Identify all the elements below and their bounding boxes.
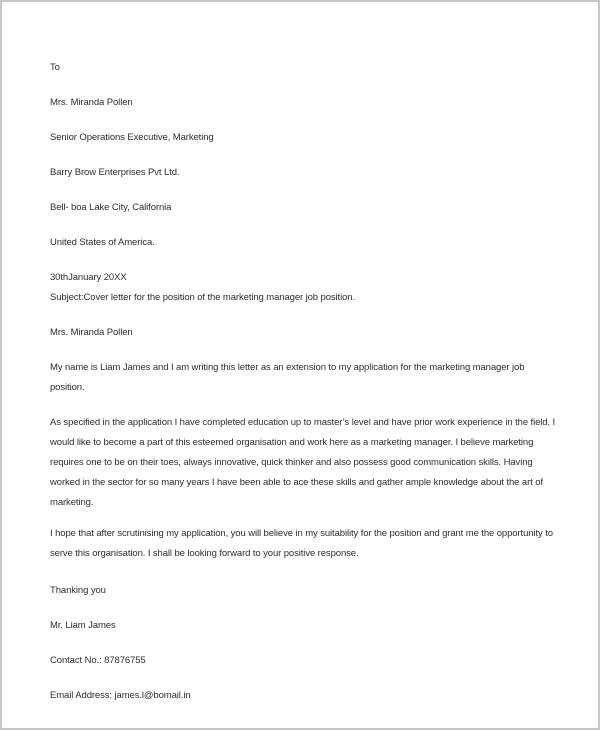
recipient-to-label: To (50, 62, 60, 73)
recipient-city: Bell- boa Lake City, California (50, 202, 172, 213)
paragraph-closing: I hope that after scrutinising my application, you will believe in my suitability for the position and grant me the opportunity to serve this organisation. I shall be looking forward to your positive response. (50, 528, 553, 559)
paragraph-body: As specified in the application I have completed education up to master’s level and have prior work experience in the field. I would like to become a part of this esteemed organisation and work here as a marketing manager. I believe marketing requires one to be on their toes, always innovative, quick thinker and also possess good communication skills. Having worked in the sector for so many years I have been able to ace these skills and gather ample knowledge about the art of marketing. (50, 417, 556, 508)
paragraph-intro: My name is Liam James and I am writing this letter as an extension to my application for the marketing manager job position. (50, 362, 525, 393)
signature-name: Mr. Liam James (50, 620, 116, 631)
recipient-title: Senior Operations Executive, Marketing (50, 132, 214, 143)
recipient-name: Mrs. Miranda Pollen (50, 97, 133, 108)
letter-date: 30thJanuary 20XX (50, 272, 127, 283)
email-address: Email Address: james.l@bomail.in (50, 690, 191, 701)
recipient-country: United States of America. (50, 237, 155, 248)
subject-line: Subject:Cover letter for the position of the marketing manager job position. (50, 292, 356, 303)
salutation: Mrs. Miranda Pollen (50, 327, 133, 338)
closing-thanks: Thanking you (50, 585, 106, 596)
contact-number: Contact No.: 87876755 (50, 655, 146, 666)
recipient-company: Barry Brow Enterprises Pvt Ltd. (50, 167, 180, 178)
